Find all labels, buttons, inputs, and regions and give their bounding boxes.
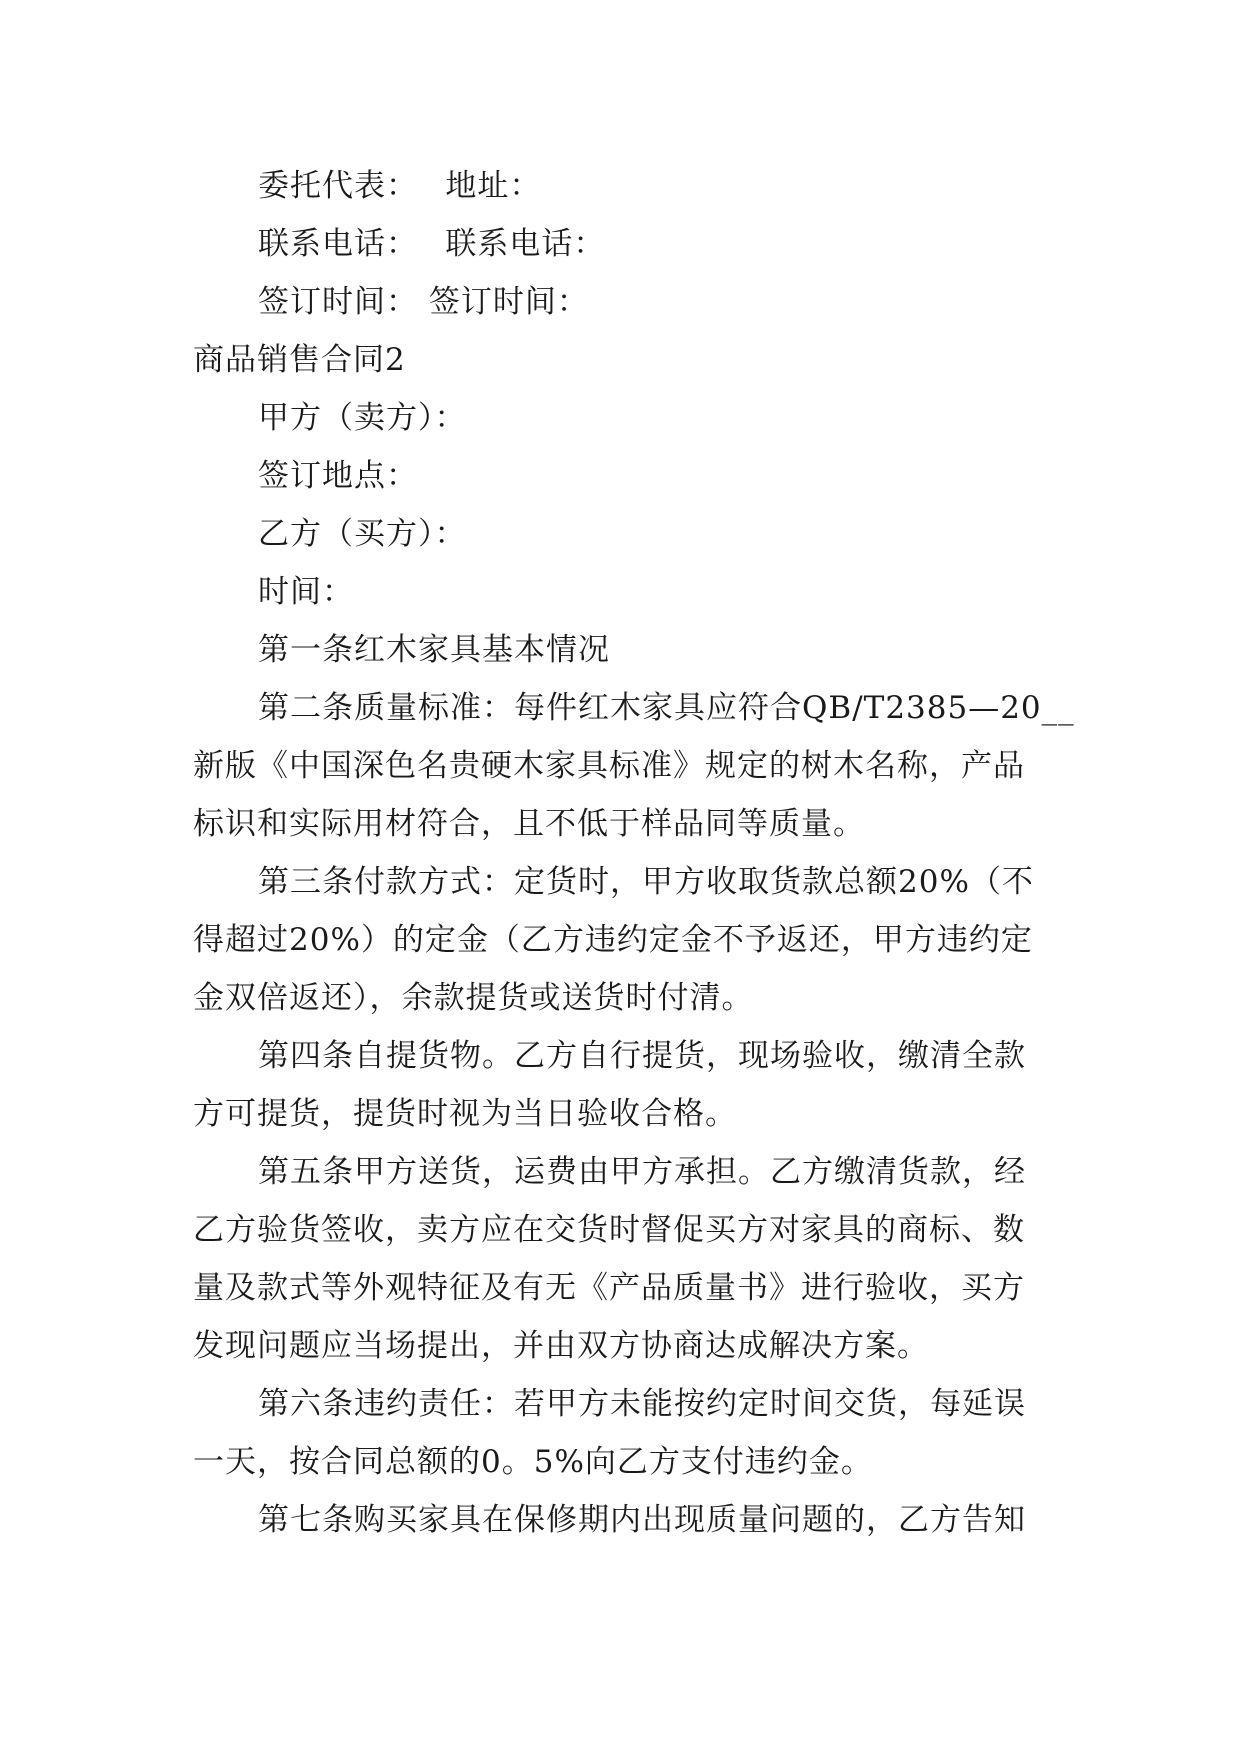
article-4-line-1: 第四条自提货物。乙方自行提货，现场验收，缴清全款 [258,1038,1026,1074]
contract-title: 商品销售合同2 [193,342,406,378]
article-6-line-1: 第六条违约责任：若甲方未能按约定时间交货，每延误 [258,1386,1026,1422]
signing-place-line: 签订地点： [258,458,418,494]
article-3-line-3: 金双倍返还），余款提货或送货时付清。 [193,980,754,1016]
article-5-line-3: 量及款式等外观特征及有无《产品质量书》进行验收，买方 [193,1270,1025,1306]
phone-line: 联系电话： 联系电话： [258,226,606,262]
article-7-line-1: 第七条购买家具在保修期内出现质量问题的，乙方告知 [258,1502,1026,1538]
article-3-line-1: 第三条付款方式：定货时，甲方收取货款总额20%（不 [258,864,1034,900]
time-line: 时间： [258,574,354,610]
article-5-line-4: 发现问题应当场提出，并由双方协商达成解决方案。 [193,1328,929,1364]
article-6-line-2: 一天，按合同总额的0。5%向乙方支付违约金。 [193,1444,873,1480]
article-4-line-2: 方可提货，提货时视为当日验收合格。 [193,1096,737,1132]
delegate-address-line: 委托代表： 地址： [258,168,542,204]
article-2-line-3: 标识和实际用材符合，且不低于样品同等质量。 [193,806,865,842]
article-2-line-2: 新版《中国深色名贵硬木家具标准》规定的树木名称，产品 [193,748,1025,784]
party-a-line: 甲方（卖方）： [258,400,467,436]
article-5-line-1: 第五条甲方送货，运费由甲方承担。乙方缴清货款，经 [258,1154,1026,1190]
signing-time-line: 签订时间： 签订时间： [258,284,589,320]
article-2-line-1: 第二条质量标准：每件红木家具应符合QB/T2385—20__ [258,690,1075,726]
party-b-line: 乙方（买方）： [258,516,467,552]
article-5-line-2: 乙方验货签收，卖方应在交货时督促买方对家具的商标、数 [193,1212,1025,1248]
article-1: 第一条红木家具基本情况 [258,632,610,668]
article-3-line-2: 得超过20%）的定金（乙方违约定金不予返还，甲方违约定 [193,922,1033,958]
